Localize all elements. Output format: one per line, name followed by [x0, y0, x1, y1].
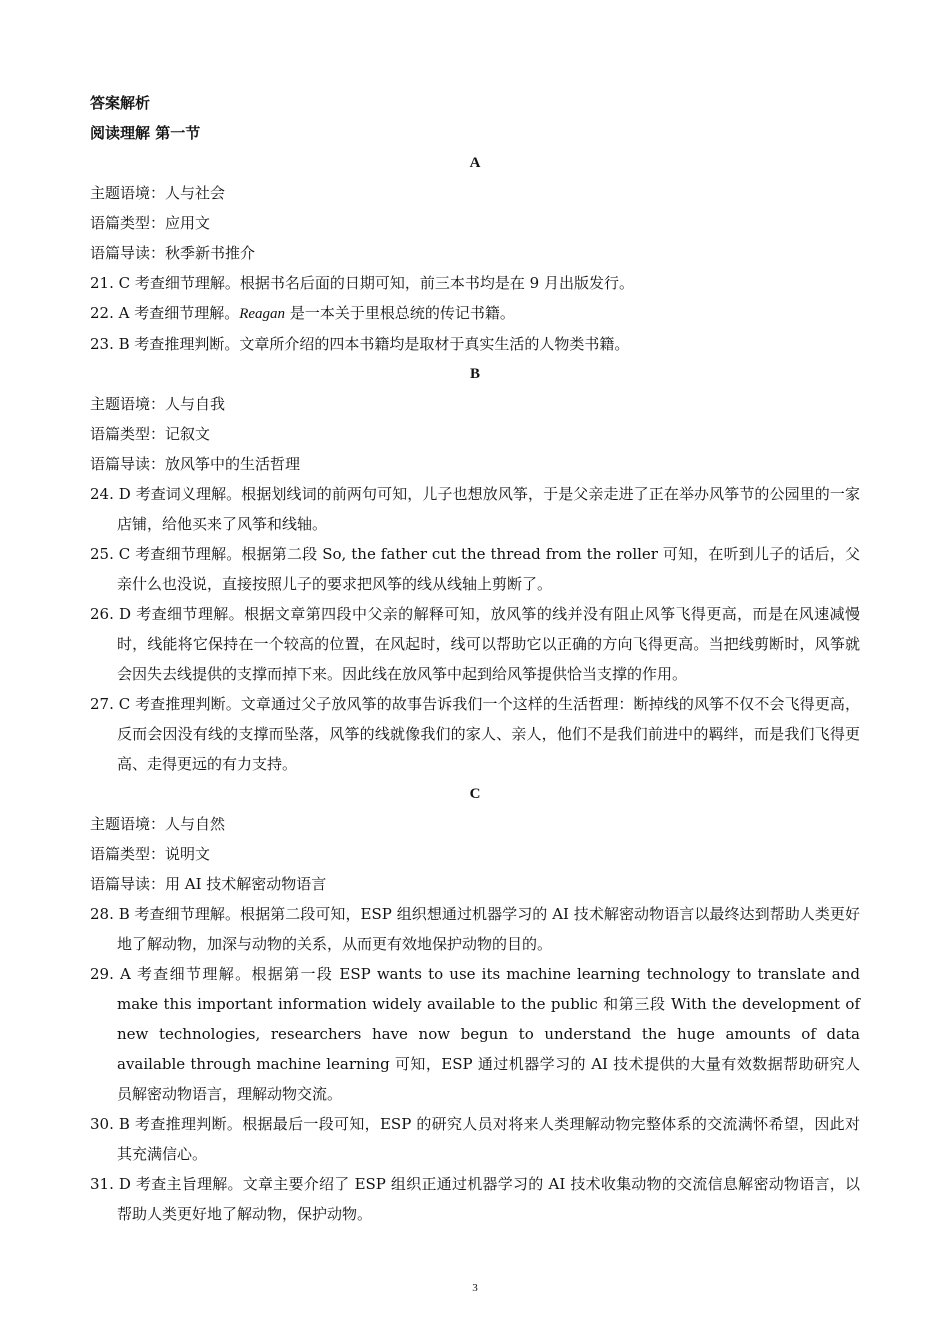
- answer-28: 28. B 考查细节理解。根据第二段可知，ESP 组织想通过机器学习的 AI 技术解密动物语言以最终达到帮助人类更好地了解动物，加深与动物的关系，从而更有效地保护动物的目的。: [90, 905, 860, 953]
- section-c-type: 语篇类型：说明文: [90, 845, 211, 863]
- answer-31: 31. D 考查主旨理解。文章主要介绍了 ESP 组织正通过机器学习的 AI 技术收集动物的交流信息解密动物语言，以帮助人类更好地了解动物，保护动物。: [90, 1175, 860, 1223]
- answer-document: [90, 88, 860, 1229]
- answer-30: 30. B 考查推理判断。根据最后一段可知，ESP 的研究人员对将来人类理解动物完整体系的交流满怀希望，因此对其充满信心。: [90, 1115, 860, 1163]
- answer-22-book-title: Reagan: [239, 306, 286, 322]
- section-a-theme: 主题语境：人与社会: [90, 184, 226, 202]
- answer-22-prefix: 22. A 考查细节理解。: [90, 304, 240, 322]
- answer-29: 29. A 考查细节理解。根据第一段 ESP wants to use its machine learning technology to translate and make this important information widely available to the public 和第三段 With the development of new technologies, researchers have now begun to understand the huge amounts of data available through machine learning 可知，ESP 通过机器学习的 AI 技术提供的大量有效数据帮助研究人员解密动物语言，理解动物交流。: [90, 965, 860, 1103]
- answer-22-suffix: 是一本关于里根总统的传记书籍。: [285, 304, 515, 322]
- section-b-theme: 主题语境：人与自我: [90, 395, 226, 413]
- section-b-guide: 语篇导读：放风筝中的生活哲理: [90, 455, 301, 473]
- section-a-guide: 语篇导读：秋季新书推介: [90, 244, 256, 262]
- section-a-type: 语篇类型：应用文: [90, 214, 211, 232]
- section-b-letter: B: [469, 366, 480, 382]
- subheading: 阅读理解 第一节: [90, 124, 201, 142]
- section-c-theme: 主题语境：人与自然: [90, 815, 226, 833]
- section-c-letter: C: [469, 786, 481, 802]
- answer-27: 27. C 考查推理判断。文章通过父子放风筝的故事告诉我们一个这样的生活哲理：断掉线的风筝不仅不会飞得更高，反而会因没有线的支撑而坠落，风筝的线就像我们的家人、亲人，他们不是我们前进中的羁绊，而是我们飞得更高、走得更远的有力支持。: [90, 695, 860, 773]
- answer-22: [90, 298, 860, 329]
- section-c-guide: 语篇导读：用 AI 技术解密动物语言: [90, 875, 327, 893]
- answer-21: 21. C 考查细节理解。根据书名后面的日期可知，前三本书均是在 9 月出版发行。: [90, 274, 634, 292]
- page-number: 3: [472, 1282, 478, 1294]
- answer-24: 24. D 考查词义理解。根据划线词的前两句可知，儿子也想放风筝，于是父亲走进了正在举办风筝节的公园里的一家店铺，给他买来了风筝和线轴。: [90, 485, 860, 533]
- answer-23: 23. B 考查推理判断。文章所介绍的四本书籍均是取材于真实生活的人物类书籍。: [90, 335, 630, 353]
- answer-25: 25. C 考查细节理解。根据第二段 So, the father cut the thread from the roller 可知，在听到儿子的话后，父亲什么也没说，直接按照儿子的要求把风筝的线从线轴上剪断了。: [90, 545, 860, 593]
- heading: 答案解析: [90, 94, 151, 112]
- section-a-letter: A: [469, 155, 481, 171]
- section-b-type: 语篇类型：记叙文: [90, 425, 211, 443]
- answer-26: 26. D 考查细节理解。根据文章第四段中父亲的解释可知，放风筝的线并没有阻止风筝飞得更高，而是在风速减慢时，线能将它保持在一个较高的位置，在风起时，线可以帮助它以正确的方向飞得更高。当把线剪断时，风筝就会因失去线提供的支撑而掉下来。因此线在放风筝中起到给风筝提供恰当支撑的作用。: [90, 605, 860, 683]
